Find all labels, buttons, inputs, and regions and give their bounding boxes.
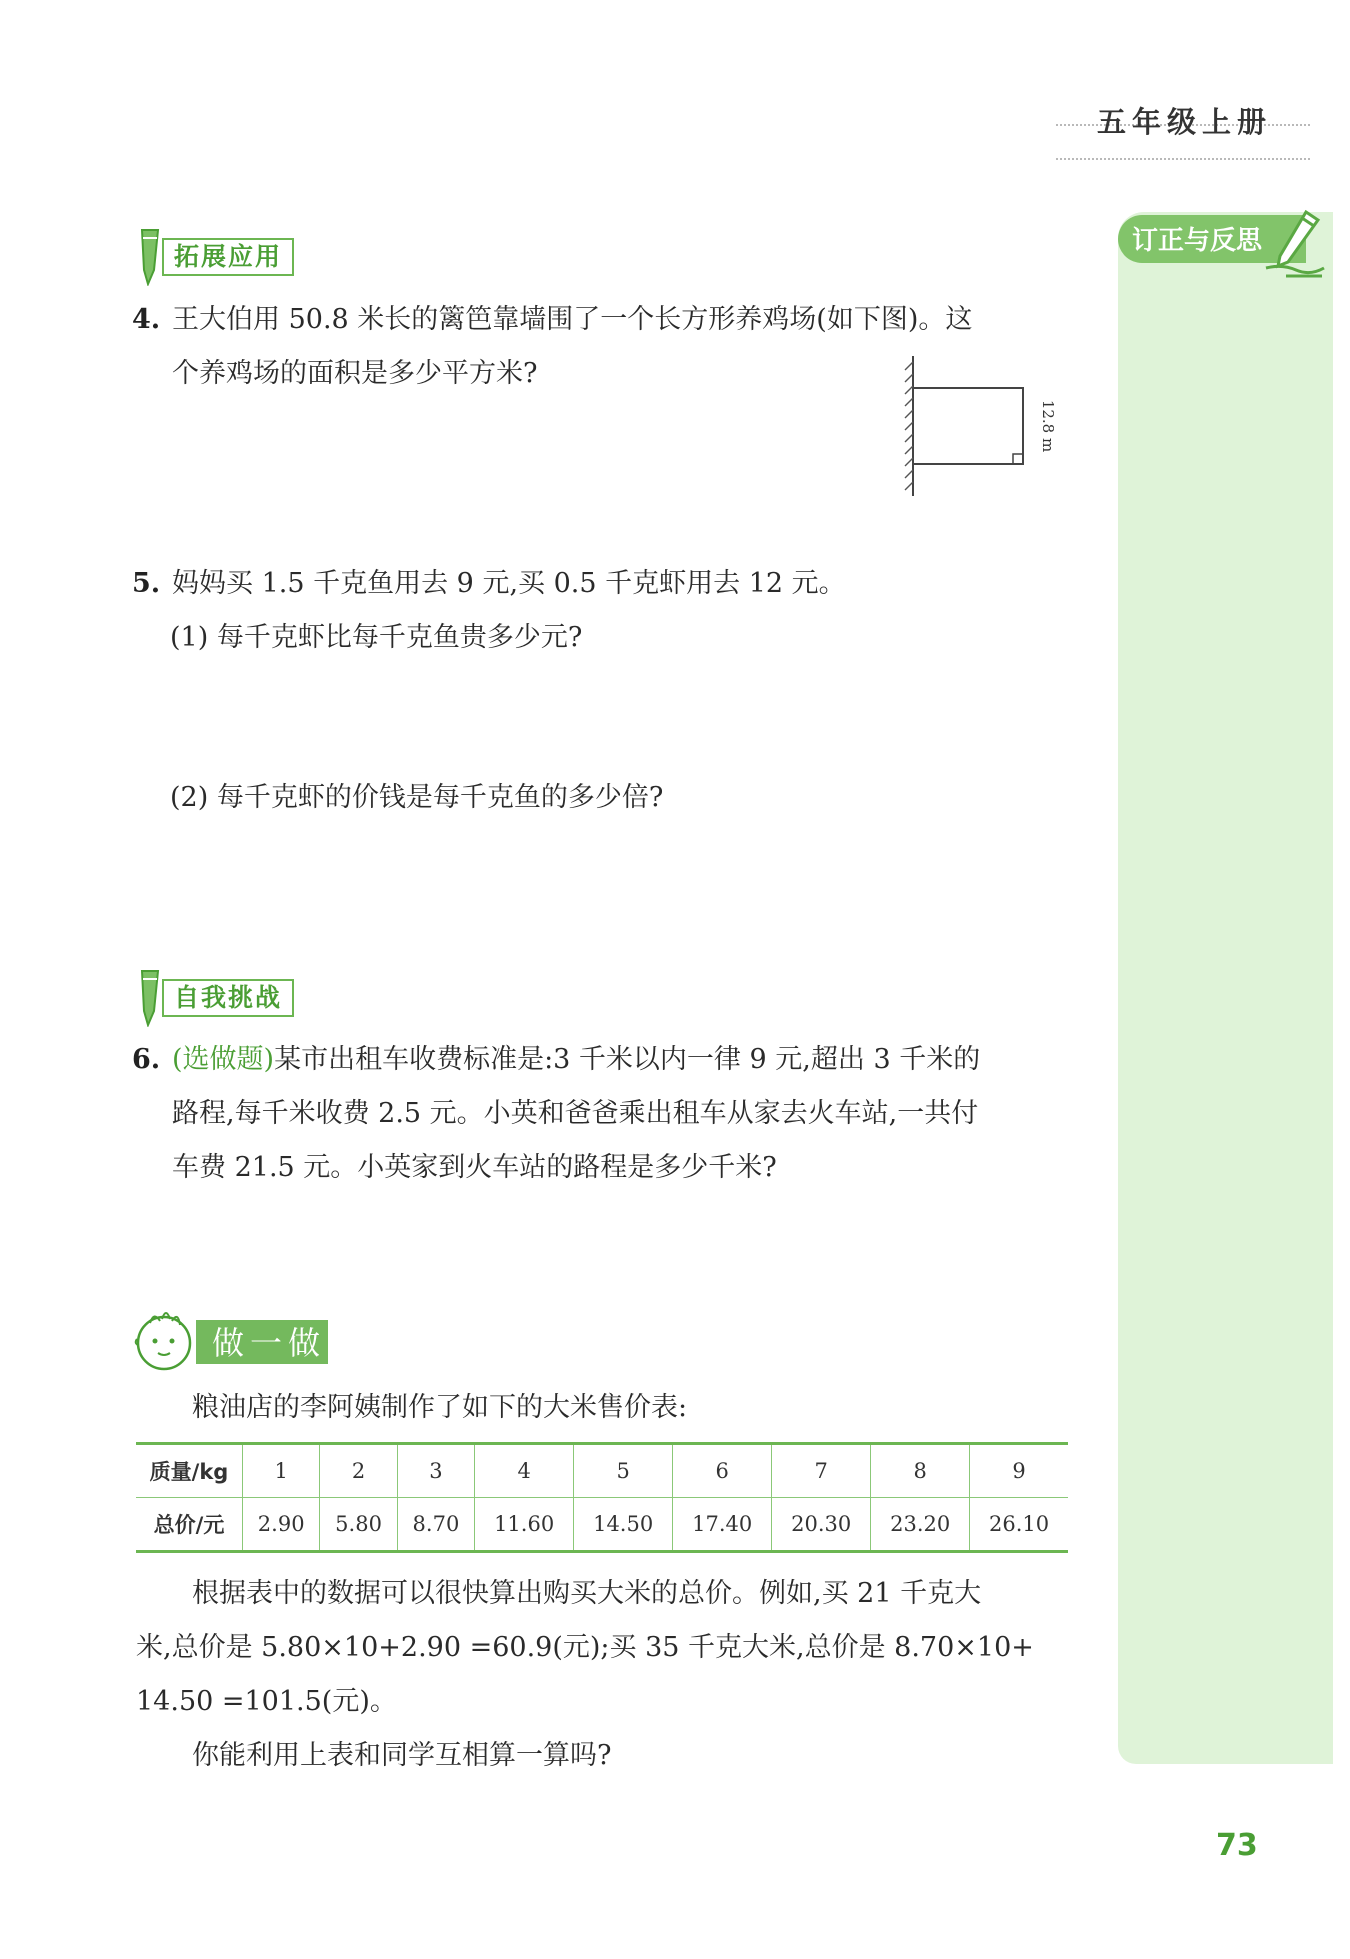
correction-label: 订正与反思 — [1132, 226, 1263, 256]
table-cell: 2.90 — [243, 1498, 320, 1552]
optional-tag: (选做题) — [172, 1044, 275, 1075]
table-cell: 4 — [475, 1444, 574, 1498]
section-challenge — [132, 975, 412, 1019]
table-cell: 2 — [320, 1444, 397, 1498]
problem-5-line1: 妈妈买 1.5 千克鱼用去 9 元,买 0.5 千克虾用去 12 元。 — [172, 568, 846, 599]
table-cell: 9 — [970, 1444, 1068, 1498]
problem-4-number: 4. — [132, 304, 161, 335]
problem-5-q1: (1) 每千克虾比每千克鱼贵多少元? — [170, 622, 583, 653]
diagram-length-label: 12.8 m — [1039, 399, 1057, 453]
problem-6-line1 — [172, 1042, 980, 1078]
table-cell: 5 — [574, 1444, 673, 1498]
problem-6-number: 6. — [132, 1044, 161, 1075]
pen-icon — [1262, 206, 1326, 282]
rice-price-table — [136, 1442, 1068, 1553]
doit-paragraph-1: 根据表中的数据可以很快算出购买大米的总价。例如,买 21 千克大 — [192, 1578, 982, 1609]
table-cell: 7 — [772, 1444, 871, 1498]
table-cell: 23.20 — [871, 1498, 970, 1552]
correction-column — [1118, 212, 1333, 1764]
section-extend — [132, 234, 412, 278]
table-cell: 8 — [871, 1444, 970, 1498]
grade-title: 五年级上册 — [1096, 105, 1272, 139]
doit-paragraph-2: 米,总价是 5.80×10+2.90 =60.9(元);买 35 千克大米,总价是 8.70×10+ — [136, 1632, 1034, 1663]
table-row-price — [136, 1498, 1068, 1552]
doit-intro: 粮油店的李阿姨制作了如下的大米售价表: — [192, 1392, 688, 1423]
boy-face-icon — [132, 1305, 198, 1373]
problem-5-q2: (2) 每千克虾的价钱是每千克鱼的多少倍? — [170, 782, 664, 813]
doit-title: 做一做 — [212, 1324, 327, 1362]
table-row-mass — [136, 1444, 1068, 1498]
chicken-coop-diagram — [895, 352, 1065, 502]
problem-4-line1: 王大伯用 50.8 米长的篱笆靠墙围了一个长方形养鸡场(如下图)。这 — [172, 304, 973, 335]
doit-paragraph-4: 你能利用上表和同学互相算一算吗? — [192, 1740, 612, 1771]
table-cell: 14.50 — [574, 1498, 673, 1552]
problem-5-number: 5. — [132, 568, 161, 599]
section-title: 自我挑战 — [162, 979, 294, 1017]
problem-6-text: 某市出租车收费标准是:3 千米以内一律 9 元,超出 3 千米的 — [274, 1044, 981, 1075]
page-number: 73 — [1216, 1828, 1258, 1863]
section-title: 拓展应用 — [162, 238, 294, 276]
row-header-mass: 质量/kg — [136, 1444, 243, 1498]
table-cell: 5.80 — [320, 1498, 397, 1552]
table-cell: 17.40 — [673, 1498, 772, 1552]
table-cell: 3 — [397, 1444, 474, 1498]
doit-paragraph-3: 14.50 =101.5(元)。 — [136, 1686, 397, 1717]
problem-6-line2: 路程,每千米收费 2.5 元。小英和爸爸乘出租车从家去火车站,一共付 — [172, 1098, 979, 1129]
table-cell: 6 — [673, 1444, 772, 1498]
problem-6-line3: 车费 21.5 元。小英家到火车站的路程是多少千米? — [172, 1152, 777, 1183]
table-cell: 20.30 — [772, 1498, 871, 1552]
table-cell: 1 — [243, 1444, 320, 1498]
table-cell: 8.70 — [397, 1498, 474, 1552]
table-cell: 26.10 — [970, 1498, 1068, 1552]
row-header-price: 总价/元 — [153, 1513, 225, 1537]
problem-4-line2: 个养鸡场的面积是多少平方米? — [172, 358, 538, 389]
table-cell: 11.60 — [475, 1498, 574, 1552]
